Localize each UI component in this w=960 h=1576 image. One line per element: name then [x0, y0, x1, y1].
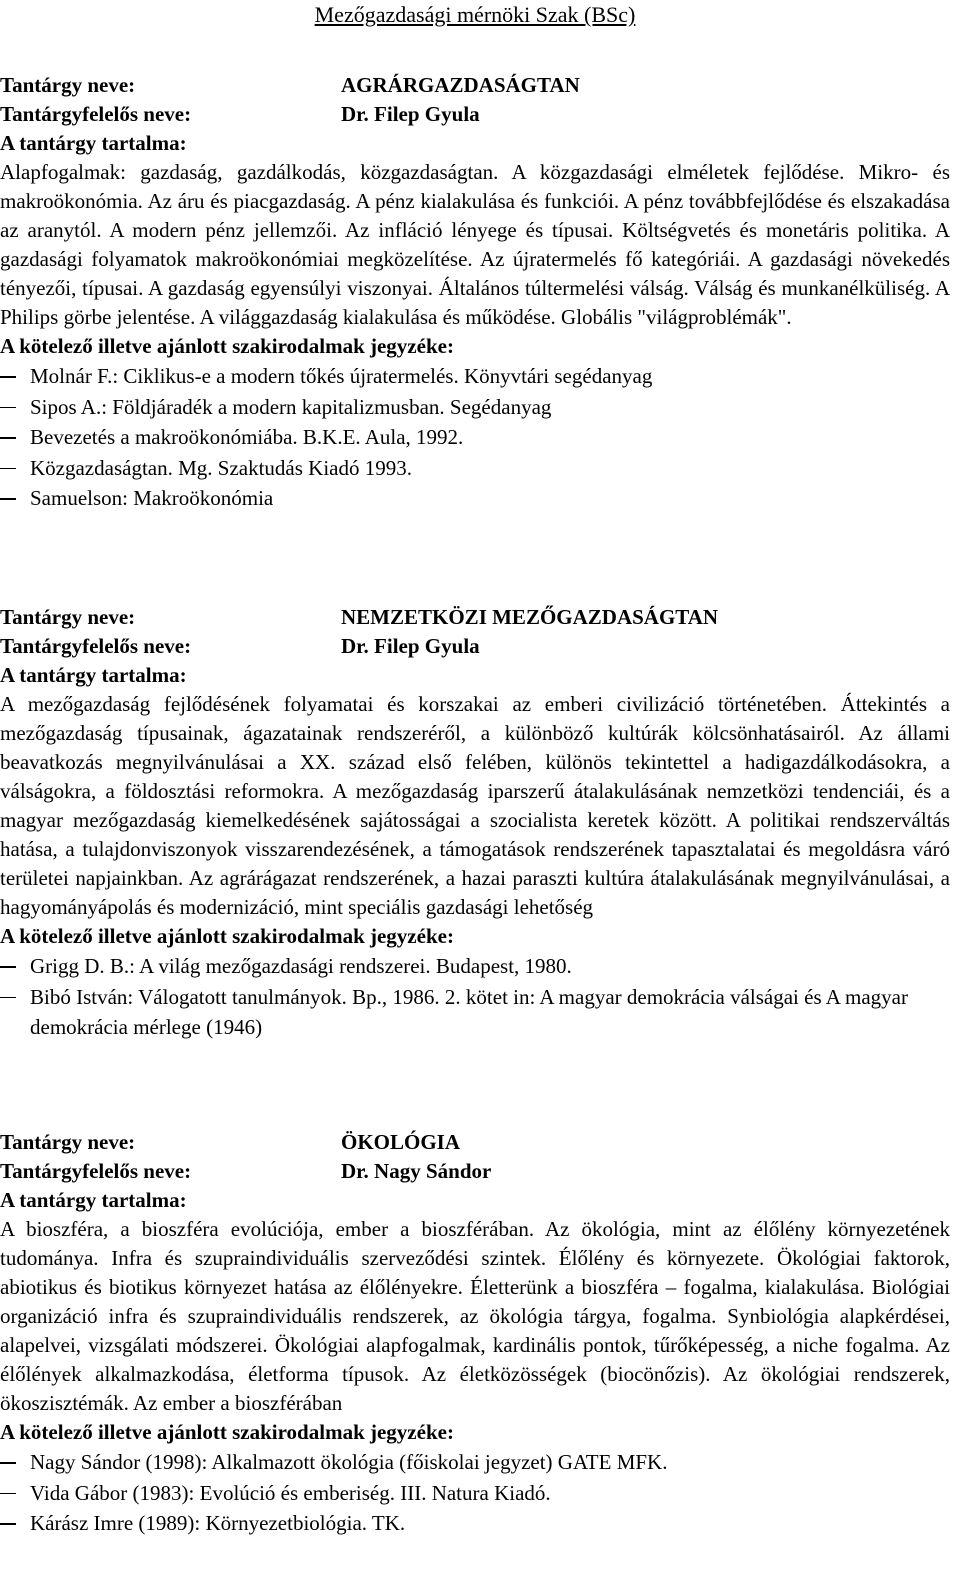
subject-row — [0, 71, 950, 100]
content-text: A mezőgazdaság fejlődésének folyamatai és korszakai az emberi civilizáció történetében. Áttekintés a mezőgazdaság típusainak, ágazatainak rendszeréről, a különböző kultúrák kölcsönhatásairól. Az állami beavatkozás megnyilvánulásai a XX. század első felében, különös tekintettel a hadigazdálkodásokra, a válságokra, a földosztási reformokra. A mezőgazdaság iparszerű átalakulásának nemzetközi tendenciái, és a magyar mezőgazdaság kiemelkedésének sajátosságai a szocialista keretek között. A politikai rendszerváltás hatása, a tulajdonviszonyok visszarendezésének, a támogatások rendszerének tapasztalatai és megoldásra váró területei napjainkban. Az agrárágazat rendszerének, a hazai paraszti kultúra átalakulásának megnyilvánulásai, a hagyományápolás és modernizáció, mint speciális gazdasági lehetőség — [0, 692, 950, 919]
subject-row — [0, 603, 950, 632]
reference-item: Vida Gábor (1983): Evolúció és emberiség. III. Natura Kiadó. — [0, 1478, 950, 1509]
reference-item: Molnár F.: Ciklikus-e a modern tőkés újratermelés. Könyvtári segédanyag — [0, 361, 950, 392]
content-label: A tantárgy tartalma: — [0, 1188, 187, 1212]
literature-label: A kötelező illetve ajánlott szakirodalmak jegyzéke: — [0, 924, 454, 948]
reference-item: Kárász Imre (1989): Környezetbiológia. TK. — [0, 1508, 950, 1539]
subject-name: ÖKOLÓGIA — [341, 1130, 461, 1154]
course-section-agrargazdasagtan — [0, 71, 950, 514]
subject-label: Tantárgy neve: — [0, 73, 136, 97]
reference-item: Sipos A.: Földjáradék a modern kapitalizmusban. Segédanyag — [0, 392, 950, 423]
responsible-row — [0, 632, 950, 661]
content-text: A bioszféra, a bioszféra evolúciója, ember a bioszférában. Az ökológia, mint az élőlény környezetének tudománya. Infra és szupraindividuális szerveződési szintek. Élőlény és környezete. Ökológiai faktorok, abiotikus és biotikus környezet hatása az élőlényekre. Életterünk a bioszféra – fogalma, kialakulása. Biológiai organizáció infra és szupraindividuális rendszerek, az ökológia tárgya, fogalma. Synbiológia alapkérdései, alapelvei, vizsgálati módszerei. Ökológiai alapfogalmak, kardinális pontok, tűrőképesség, a niche fogalma. Az élőlények alkalmazkodása, életforma típusok. Az életközösségek (biocönőzis). Az ökológiai rendszerek, ökoszisztémák. Az ember a bioszférában — [0, 1217, 950, 1415]
course-section-nemzetkozi-mezogazdasagtan — [0, 603, 950, 1043]
course-section-okologia — [0, 1128, 950, 1539]
literature-label: A kötelező illetve ajánlott szakirodalmak jegyzéke: — [0, 1420, 454, 1444]
reference-list — [0, 1447, 950, 1539]
content-label: A tantárgy tartalma: — [0, 663, 187, 687]
reference-list — [0, 361, 950, 514]
subject-row — [0, 1128, 950, 1157]
reference-item: Bibó István: Válogatott tanulmányok. Bp., 1986. 2. kötet in: A magyar demokrácia válságai és A magyar demokrácia mérlege (1946) — [0, 982, 950, 1043]
reference-item: Bevezetés a makroökonómiába. B.K.E. Aula, 1992. — [0, 422, 950, 453]
responsible-label: Tantárgyfelelős neve: — [0, 102, 192, 126]
reference-item: Grigg D. B.: A világ mezőgazdasági rendszerei. Budapest, 1980. — [0, 951, 950, 982]
responsible-row — [0, 100, 950, 129]
literature-label: A kötelező illetve ajánlott szakirodalmak jegyzéke: — [0, 334, 454, 358]
responsible-label: Tantárgyfelelős neve: — [0, 1159, 192, 1183]
content-text: Alapfogalmak: gazdaság, gazdálkodás, közgazdaságtan. A közgazdasági elméletek fejlődése. Mikro- és makroökonómia. Az áru és piacgazdaság. A pénz kialakulása és funkciói. A pénz továbbfejlődése és elszakadása az aranytól. A modern pénz jellemzői. Az infláció lényege és típusai. Költségvetés és monetáris politika. A gazdasági folyamatok makroökonómiai megközelítése. Az újratermelés fő kategóriái. A gazdasági növekedés tényezői, típusai. A gazdaság egyensúlyi viszonyai. Általános túltermelési válság. Válság és munkanélküliség. A Philips görbe jelentése. A világgazdaság kialakulása és működése. Globális "világproblémák". — [0, 160, 950, 329]
reference-item: Közgazdaságtan. Mg. Szaktudás Kiadó 1993. — [0, 453, 950, 484]
subject-label: Tantárgy neve: — [0, 1130, 136, 1154]
subject-name: NEMZETKÖZI MEZŐGAZDASÁGTAN — [341, 605, 719, 629]
responsible-name: Dr. Filep Gyula — [341, 102, 480, 126]
subject-name: AGRÁRGAZDASÁGTAN — [341, 73, 580, 97]
responsible-name: Dr. Nagy Sándor — [341, 1159, 492, 1183]
document-title: Mezőgazdasági mérnöki Szak (BSc) — [314, 2, 636, 27]
reference-item: Nagy Sándor (1998): Alkalmazott ökológia (főiskolai jegyzet) GATE MFK. — [0, 1447, 950, 1478]
responsible-row — [0, 1157, 950, 1186]
subject-label: Tantárgy neve: — [0, 605, 136, 629]
reference-item: Samuelson: Makroökonómia — [0, 483, 950, 514]
responsible-label: Tantárgyfelelős neve: — [0, 634, 192, 658]
content-label: A tantárgy tartalma: — [0, 131, 187, 155]
reference-list — [0, 951, 950, 1043]
responsible-name: Dr. Filep Gyula — [341, 634, 480, 658]
